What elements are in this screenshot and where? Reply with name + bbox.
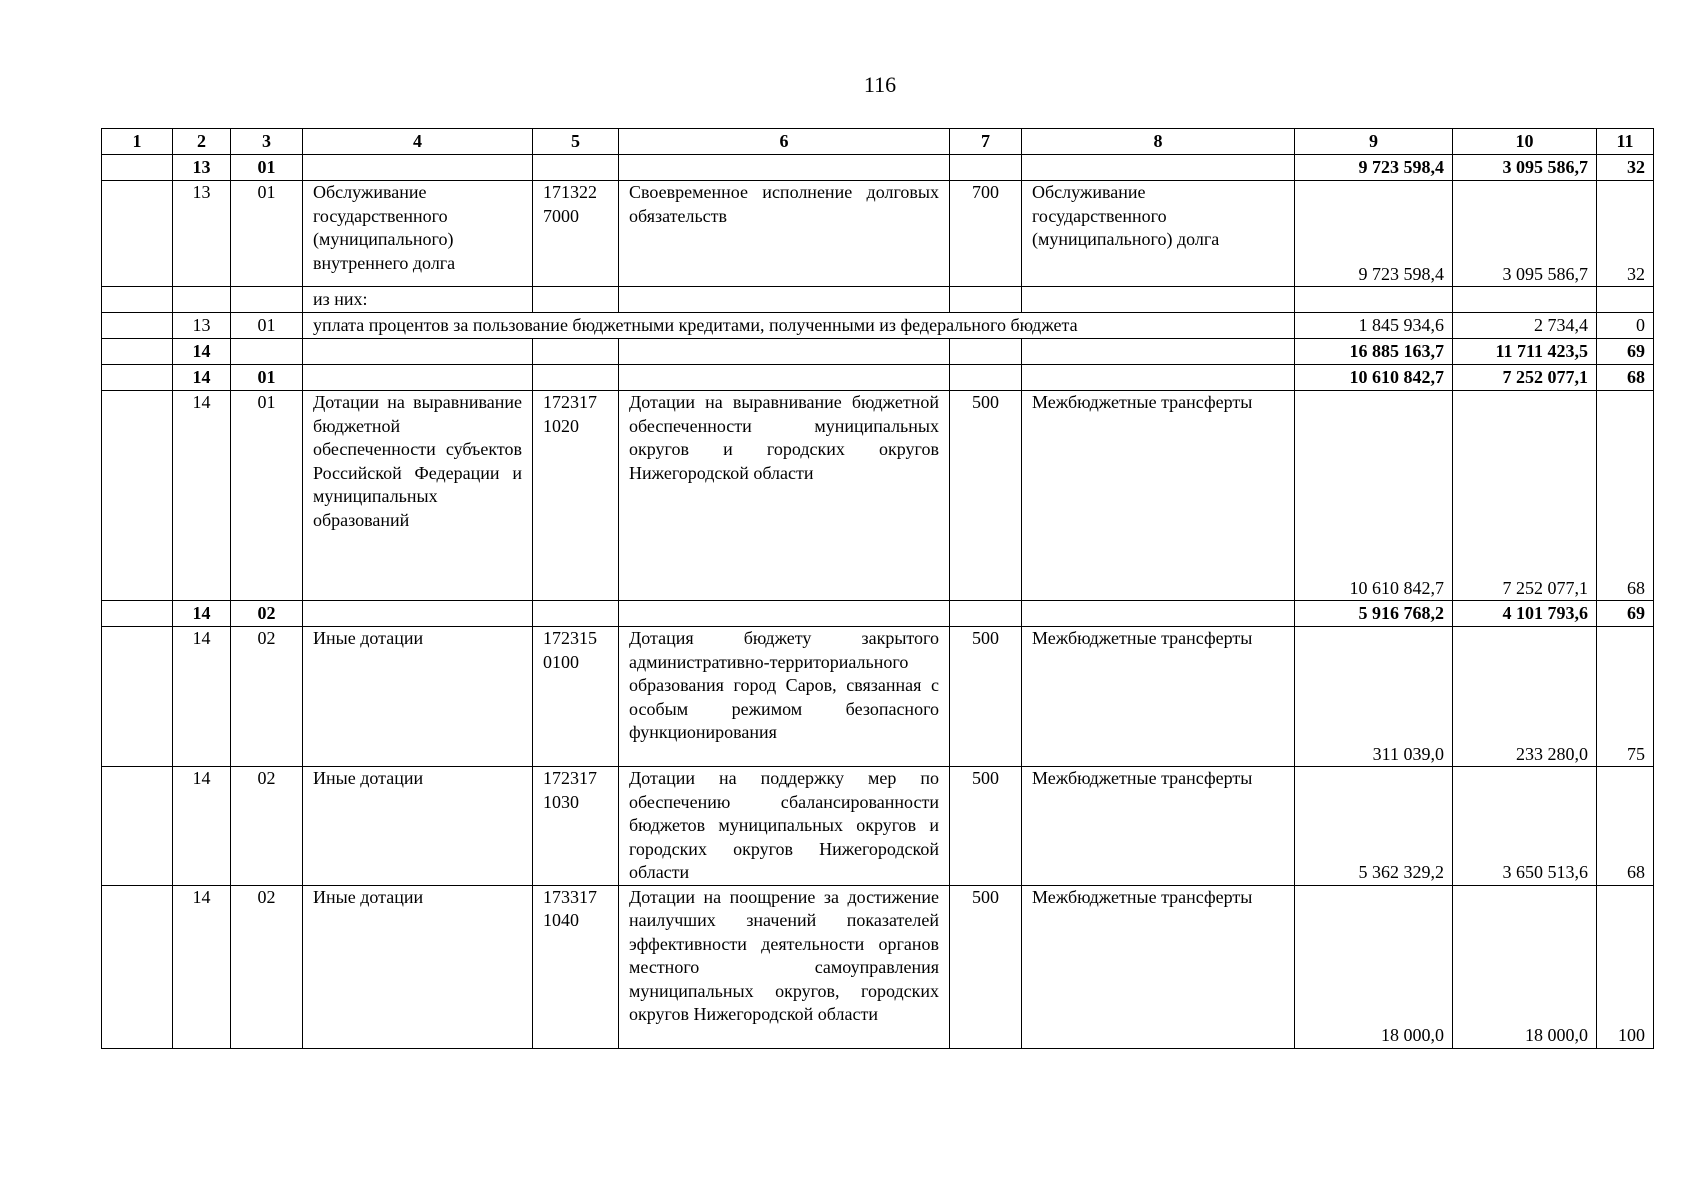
table-row: [102, 365, 1654, 391]
column-header: 5: [533, 129, 619, 155]
amount-cell: 5 916 768,2: [1295, 601, 1453, 627]
subsection-cell: 01: [231, 391, 303, 601]
name-cell: Иные дотации: [303, 627, 533, 767]
table-row: [102, 155, 1654, 181]
percent-cell: 32: [1597, 181, 1654, 287]
subsection-cell: 02: [231, 885, 303, 1048]
expense-type-cell: Межбюджетные трансферты: [1022, 391, 1295, 601]
table-row: [102, 391, 1654, 601]
column-header: 10: [1453, 129, 1597, 155]
description-cell: уплата процентов за пользование бюджетными кредитами, полученными из федерального бюджета: [303, 313, 1295, 339]
percent-cell: 68: [1597, 365, 1654, 391]
type-code-cell: 500: [950, 767, 1022, 886]
table-row: [102, 601, 1654, 627]
amount-cell: 18 000,0: [1295, 885, 1453, 1048]
column-header: 2: [173, 129, 231, 155]
percent-cell: 32: [1597, 155, 1654, 181]
amount-cell: 18 000,0: [1453, 885, 1597, 1048]
amount-cell: 3 095 586,7: [1453, 181, 1597, 287]
percent-cell: 69: [1597, 339, 1654, 365]
code-cell: 172317 1030: [533, 767, 619, 886]
column-header: 4: [303, 129, 533, 155]
amount-cell: 11 711 423,5: [1453, 339, 1597, 365]
expense-type-cell: Обслуживание государственного (муниципального) долга: [1022, 181, 1295, 287]
type-code-cell: 500: [950, 391, 1022, 601]
amount-cell: 5 362 329,2: [1295, 767, 1453, 886]
column-header: 9: [1295, 129, 1453, 155]
percent-cell: 69: [1597, 601, 1654, 627]
subsection-cell: 02: [231, 767, 303, 886]
code-cell: 172317 1020: [533, 391, 619, 601]
section-cell: 14: [173, 365, 231, 391]
column-header: 3: [231, 129, 303, 155]
amount-cell: 2 734,4: [1453, 313, 1597, 339]
page-number: 116: [863, 72, 897, 97]
expense-type-cell: Межбюджетные трансферты: [1022, 885, 1295, 1048]
expense-type-cell: Межбюджетные трансферты: [1022, 627, 1295, 767]
percent-cell: 75: [1597, 627, 1654, 767]
column-header: 11: [1597, 129, 1654, 155]
amount-cell: 16 885 163,7: [1295, 339, 1453, 365]
subsection-cell: 01: [231, 181, 303, 287]
section-cell: 14: [173, 601, 231, 627]
column-header: 7: [950, 129, 1022, 155]
table-row: [102, 627, 1654, 767]
column-header: 6: [619, 129, 950, 155]
percent-cell: 0: [1597, 313, 1654, 339]
table-row: [102, 287, 1654, 313]
amount-cell: 10 610 842,7: [1295, 391, 1453, 601]
subsection-cell: 02: [231, 627, 303, 767]
description-cell: Дотация бюджету закрытого административно-территориального образования город Саров, связанная с особым режимом безопасного функционирования: [619, 627, 950, 767]
amount-cell: 4 101 793,6: [1453, 601, 1597, 627]
name-cell: Дотации на выравнивание бюджетной обеспеченности субъектов Российской Федерации и муниципальных образований: [303, 391, 533, 601]
description-cell: Дотации на поощрение за достижение наилучших значений показателей эффективности деятельности органов местного самоуправления муниципальных округов, городских округов Нижегородской области: [619, 885, 950, 1048]
description-cell: Дотации на выравнивание бюджетной обеспеченности муниципальных округов и городских округов Нижегородской области: [619, 391, 950, 601]
description-cell: Дотации на поддержку мер по обеспечению сбалансированности бюджетов муниципальных округов и городских округов Нижегородской области: [619, 767, 950, 886]
amount-cell: 7 252 077,1: [1453, 365, 1597, 391]
table-row: [102, 313, 1654, 339]
percent-cell: 68: [1597, 391, 1654, 601]
amount-cell: 3 095 586,7: [1453, 155, 1597, 181]
section-cell: 14: [173, 339, 231, 365]
amount-cell: 10 610 842,7: [1295, 365, 1453, 391]
table-row: [102, 885, 1654, 1048]
subsection-cell: 01: [231, 155, 303, 181]
code-cell: 172315 0100: [533, 627, 619, 767]
description-cell: Своевременное исполнение долговых обязательств: [619, 181, 950, 287]
table-row: [102, 339, 1654, 365]
amount-cell: 311 039,0: [1295, 627, 1453, 767]
section-cell: 13: [173, 155, 231, 181]
section-cell: 13: [173, 313, 231, 339]
section-cell: 13: [173, 181, 231, 287]
table-row: [102, 181, 1654, 287]
column-header: 1: [102, 129, 173, 155]
code-cell: 173317 1040: [533, 885, 619, 1048]
amount-cell: 3 650 513,6: [1453, 767, 1597, 886]
percent-cell: 100: [1597, 885, 1654, 1048]
name-cell: Обслуживание государственного (муниципального) внутреннего долга: [303, 181, 533, 287]
table-row: [102, 767, 1654, 886]
expense-type-cell: Межбюджетные трансферты: [1022, 767, 1295, 886]
type-code-cell: 500: [950, 885, 1022, 1048]
amount-cell: 233 280,0: [1453, 627, 1597, 767]
type-code-cell: 500: [950, 627, 1022, 767]
subsection-cell: 01: [231, 365, 303, 391]
subsection-cell: 01: [231, 313, 303, 339]
section-cell: 14: [173, 767, 231, 886]
column-header: 8: [1022, 129, 1295, 155]
header-row: [102, 129, 1654, 155]
name-cell: Иные дотации: [303, 885, 533, 1048]
section-cell: 14: [173, 627, 231, 767]
type-code-cell: 700: [950, 181, 1022, 287]
code-cell: 171322 7000: [533, 181, 619, 287]
amount-cell: 9 723 598,4: [1295, 181, 1453, 287]
subtotal-label: из них:: [303, 287, 533, 313]
budget-table: [101, 128, 1654, 1049]
subsection-cell: 02: [231, 601, 303, 627]
percent-cell: 68: [1597, 767, 1654, 886]
name-cell: Иные дотации: [303, 767, 533, 886]
amount-cell: 7 252 077,1: [1453, 391, 1597, 601]
amount-cell: 9 723 598,4: [1295, 155, 1453, 181]
section-cell: 14: [173, 885, 231, 1048]
amount-cell: 1 845 934,6: [1295, 313, 1453, 339]
section-cell: 14: [173, 391, 231, 601]
